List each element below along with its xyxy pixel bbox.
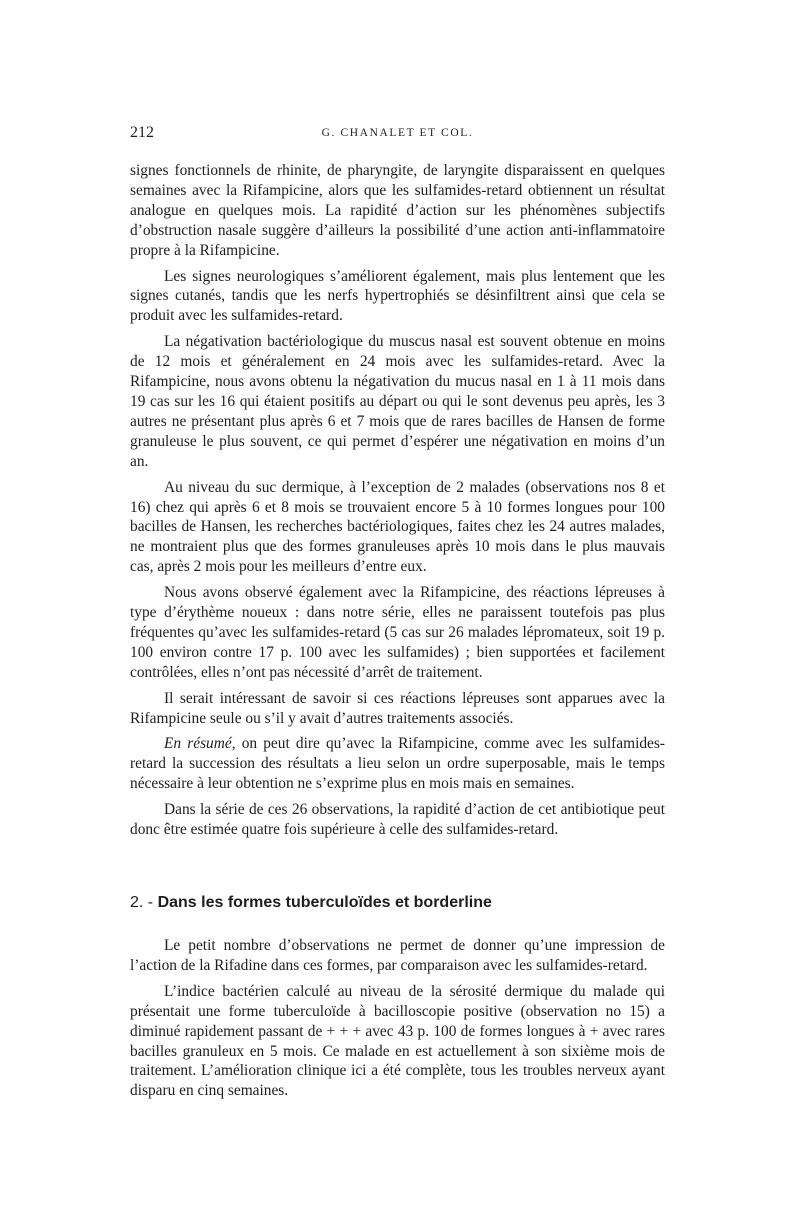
body-text-section-2: [130, 936, 665, 1107]
summary-lead: En résumé,: [164, 735, 236, 753]
paragraph: Les signes neurologiques s’améliorent également, mais plus lentement que les signes cutanés, tandis que les nerfs hypertrophiés se désinfiltrent ainsi que cela se produit avec les sulfamides-retard.: [130, 267, 665, 325]
page-number: 212: [130, 124, 154, 141]
section-title: Dans les formes tuberculoïdes et borderline: [157, 894, 492, 911]
paragraph: Nous avons observé également avec la Rifampicine, des réactions lépreuses à type d’érythème noueux : dans notre série, elles ne paraissent toutefois pas plus fréquentes qu’avec les sulfamides-retard (5 cas sur 26 malades lépromateux, soit 19 p. 100 environ contre 17 p. 100 avec les sulfamides) ; bien supportées et facilement contrôlées, elles n’ont pas nécessité d’arrêt de traitement.: [130, 584, 665, 681]
paragraph: Dans la série de ces 26 observations, la rapidité d’action de cet antibiotique peut donc être estimée quatre fois supérieure à celle des sulfamides-retard.: [130, 801, 665, 839]
section-heading: [130, 894, 665, 912]
body-text: [130, 161, 665, 846]
paragraph: Il serait intéressant de savoir si ces réactions lépreuses sont apparues avec la Rifampicine seule ou s’il y avait d’autres traitements associés.: [130, 689, 665, 727]
paragraph: Le petit nombre d’observations ne permet de donner qu’une impression de l’action de la Rifadine dans ces formes, par comparaison avec les sulfamides-retard.: [130, 937, 665, 974]
page-header: [130, 124, 665, 146]
running-head: G. CHANALET ET COL.: [321, 127, 474, 139]
paragraph: L’indice bactérien calculé au niveau de la sérosité dermique du malade qui présentait une forme tuberculoïde à bacilloscopie positive (observation no 15) a diminué rapidement passant de + + + avec 43 p. 100 de formes longues à + avec rares bacilles granuleux en 5 mois. Ce malade en est actuellement à son sixième mois de traitement. L’amélioration clinique ici a été complète, tous les troubles nerveux ayant disparu en cinq semaines.: [130, 982, 665, 1100]
paragraph: Au niveau du suc dermique, à l’exception de 2 malades (observations nos 8 et 16) chez qui après 6 et 8 mois se trouvaient encore 5 à 10 formes longues pour 100 bacilles de Hansen, les recherches bactériologiques, faites chez les 24 autres malades, ne montraient plus que des formes granuleuses après 10 mois dans le plus mauvais cas, après 2 mois pour les meilleurs d’entre eux.: [130, 478, 665, 576]
summary-text: on peut dire qu’avec la Rifampicine, comme avec les sulfamides-retard la succession des résultats a lieu selon un ordre superposable, mais le temps nécessaire à leur obtention ne s’exprime plus en mois mais en semaines.: [130, 735, 665, 793]
section-number: 2. -: [130, 894, 154, 911]
paragraph: signes fonctionnels de rhinite, de pharyngite, de laryngite disparaissent en quelques semaines avec la Rifampicine, alors que les sulfamides-retard obtiennent un résultat analogue en quelques mois. La rapidité d’action sur les phénomènes subjectifs d’obstruction nasale suggère d’ailleurs la possibilité d’une action anti-inflammatoire propre à la Rifampicine.: [130, 162, 665, 259]
paragraph-summary: [130, 734, 665, 794]
paragraph: La négativation bactériologique du muscus nasal est souvent obtenue en moins de 12 mois et généralement en 24 mois avec les sulfamides-retard. Avec la Rifampicine, nous avons obtenu la négativation du mucus nasal en 1 à 11 mois dans 19 cas sur les 16 qui étaient positifs au départ ou qui le sont devenus peu après, les 3 autres ne présentant plus après 6 et 7 mois que de rares bacilles de Hansen de forme granuleuse le plus souvent, ce qui permet d’espérer une négativation en moins d’un an.: [130, 333, 665, 470]
